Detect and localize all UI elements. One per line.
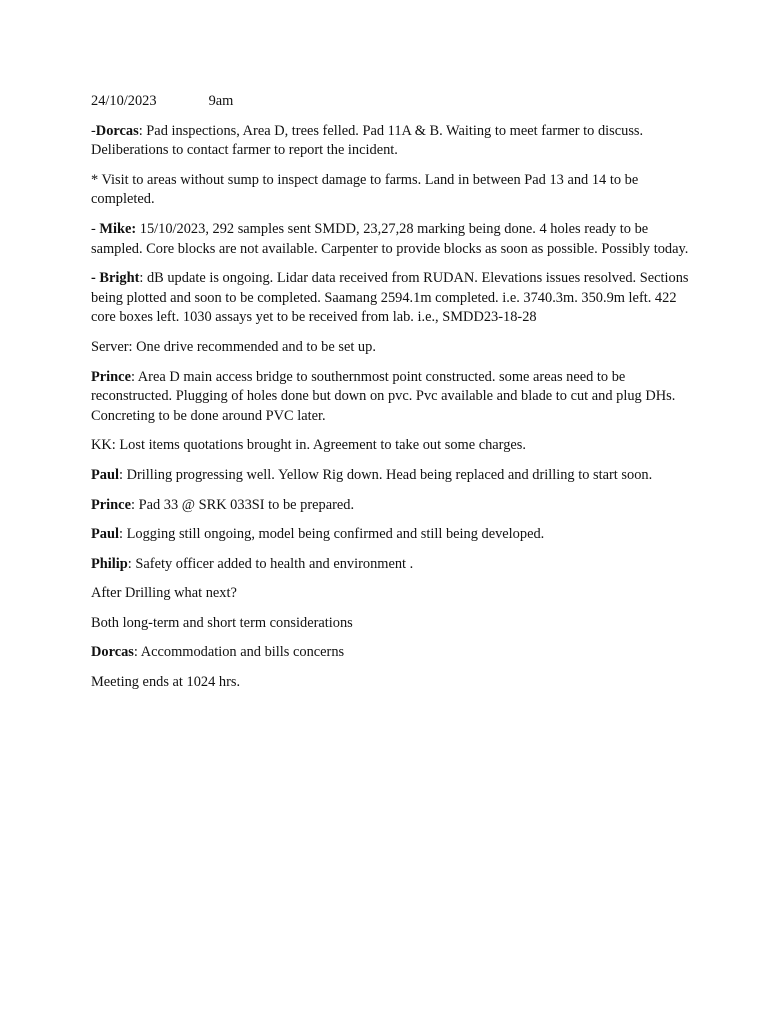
note-paragraph [91, 643, 691, 663]
note-text: : Pad inspections, Area D, trees felled. Pad 11A & B. Waiting to meet farmer to discuss. Deliberations to contact farmer to report the incident. [91, 122, 644, 159]
note-speaker: Prince [91, 368, 131, 385]
meeting-date: 24/10/2023 [91, 93, 157, 109]
note-speaker: Philip [91, 555, 128, 572]
note-speaker: Paul [91, 466, 119, 483]
note-speaker: Mike: [99, 220, 137, 237]
note-speaker: Dorcas [95, 122, 139, 139]
note-text: : Logging still ongoing, model being confirmed and still being developed. [119, 526, 545, 543]
note-text: : Accommodation and bills concerns [133, 644, 345, 661]
note-prefix: - [91, 122, 96, 139]
note-paragraph [91, 496, 691, 516]
note-text: : Pad 33 @ SRK 033SI to be prepared. [130, 496, 355, 513]
note-text: * Visit to areas without sump to inspect damage to farms. Land in between Pad 13 and 14 to be completed. [91, 171, 639, 208]
note-text: KK: Lost items quotations brought in. Agreement to take out some charges. [91, 437, 526, 454]
note-text: Meeting ends at 1024 hrs. [91, 674, 241, 691]
note-paragraph [91, 436, 691, 456]
note-paragraph [91, 122, 691, 161]
note-paragraph [91, 338, 691, 358]
note-text: : dB update is ongoing. Lidar data received from RUDAN. Elevations issues resolved. Sections being plotted and soon to be completed. Saamang 2594.1m completed. i.e. 3740.3m. 350.9m left. 422 core boxes left. 1030 assays yet to be received from lab. i.e., SMDD23-18-28 [91, 270, 689, 326]
meeting-header [91, 92, 691, 112]
note-text: 15/10/2023, 292 samples sent SMDD, 23,27,28 marking being done. 4 holes ready to be sampled. Core blocks are not available. Carpenter to provide blocks as soon as possible. Possibly today. [91, 220, 689, 257]
note-prefix: - [91, 220, 100, 237]
note-speaker: - Bright [91, 270, 140, 287]
note-paragraph [91, 555, 691, 575]
note-paragraph [91, 269, 691, 328]
note-paragraph [91, 525, 691, 545]
note-text: Server: One drive recommended and to be set up. [91, 338, 376, 355]
note-text: : Drilling progressing well. Yellow Rig down. Head being replaced and drilling to start soon. [119, 466, 653, 483]
note-paragraph [91, 368, 691, 427]
note-speaker: Dorcas [91, 644, 134, 661]
note-paragraph [91, 584, 691, 604]
note-paragraph [91, 171, 691, 210]
note-paragraph [91, 220, 691, 259]
note-paragraph [91, 614, 691, 634]
note-speaker: Paul [91, 526, 119, 543]
note-paragraph [91, 673, 691, 693]
note-paragraph [91, 466, 691, 486]
note-text: Both long-term and short term considerations [91, 614, 353, 631]
note-speaker: Prince [91, 496, 131, 513]
note-text: : Area D main access bridge to southernmost point constructed. some areas need to be reconstructed. Plugging of holes done but down on pvc. Pvc available and blade to cut and plug DHs. Concreting to be done around PVC later. [91, 368, 676, 424]
note-text: : Safety officer added to health and environment . [127, 555, 414, 572]
note-text: After Drilling what next? [91, 585, 237, 602]
meeting-notes-page [91, 92, 691, 703]
meeting-time: 9am [208, 93, 234, 109]
